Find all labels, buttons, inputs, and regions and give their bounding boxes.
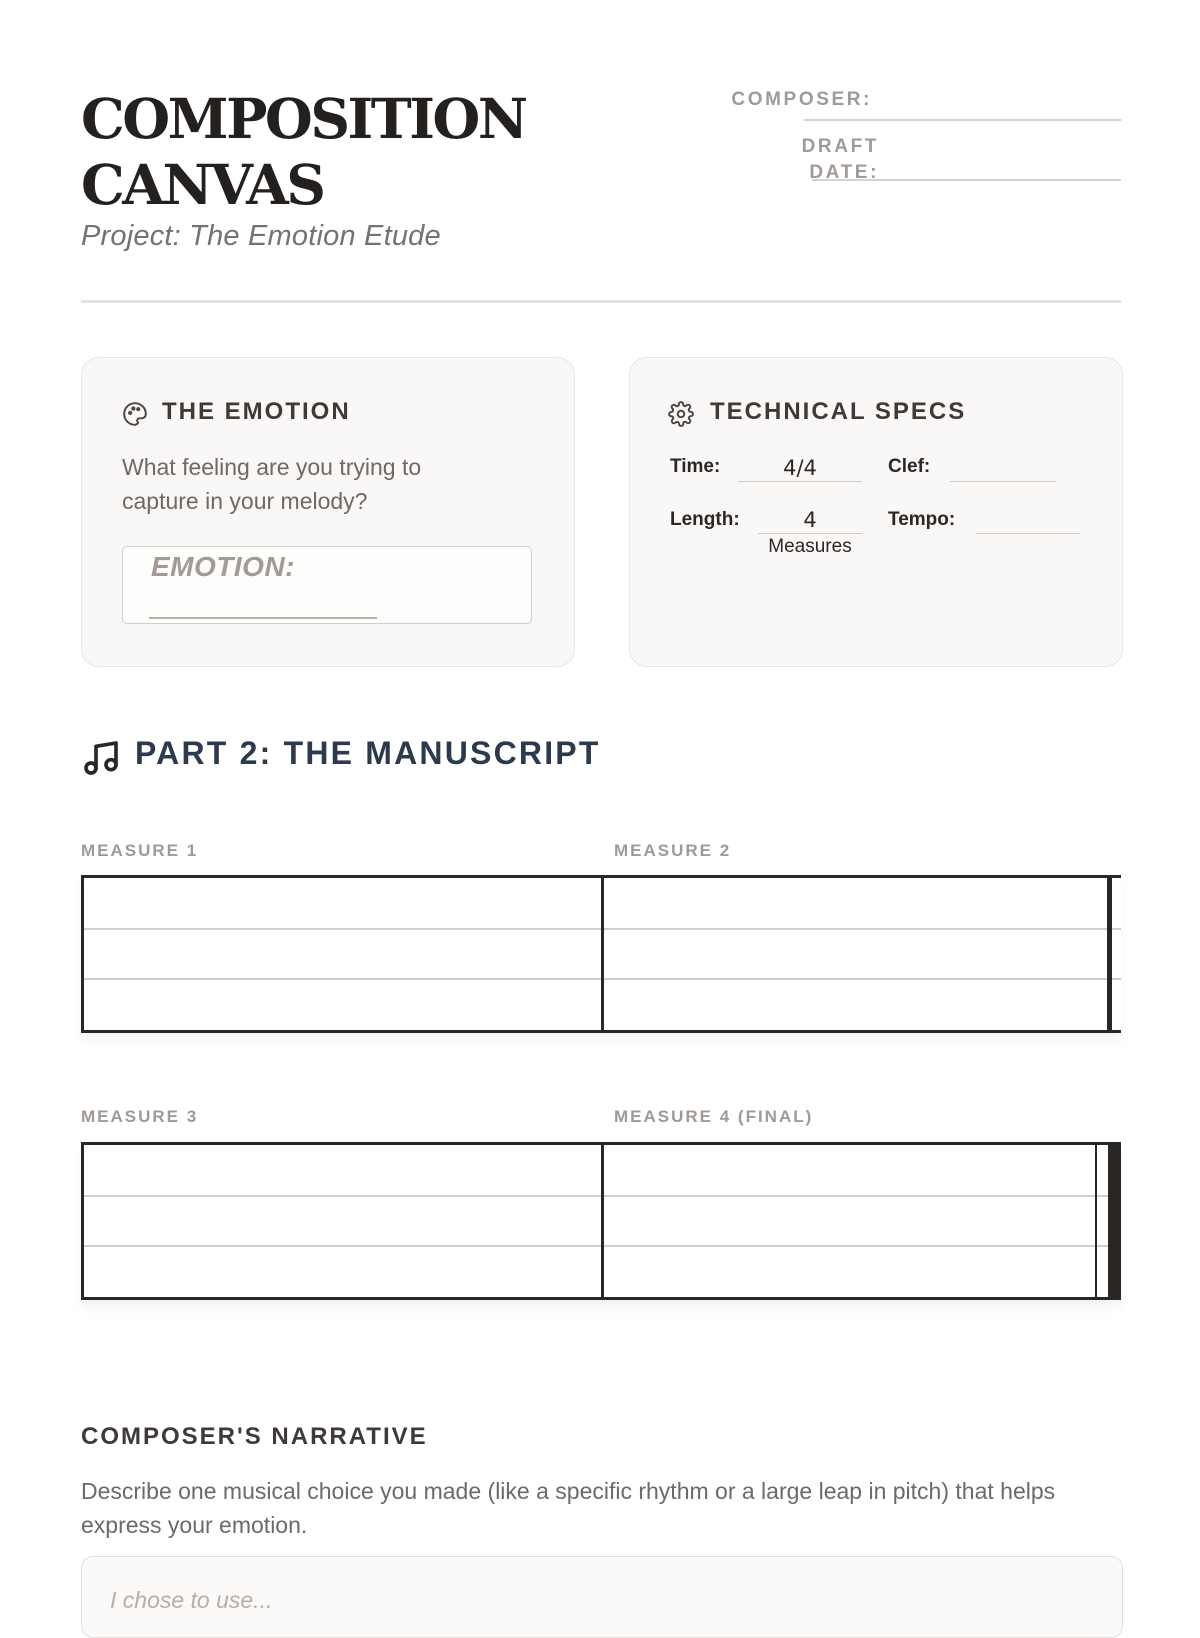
final-barline-thin [1095,1145,1097,1297]
start-barline [81,1145,84,1297]
clef-field[interactable] [950,481,1056,482]
emotion-card [81,357,575,667]
staff-measures-3-4[interactable] [81,1142,1121,1300]
time-value: 4/4 [783,456,817,480]
measure-2-label: MEASURE 2 [614,841,732,860]
measure-4-label: MEASURE 4 (FINAL) [614,1107,814,1126]
staff-measures-1-2[interactable] [81,875,1121,1033]
page-title [81,86,641,218]
final-barline-thick [1108,1145,1121,1297]
measure-3-label: MEASURE 3 [81,1107,199,1126]
narrative-input[interactable] [81,1556,1123,1638]
draft-label-line-1: DRAFT [801,136,879,157]
barline [1107,878,1112,1030]
emotion-prompt: What feeling are you trying to capture in your melody? [122,454,422,514]
length-unit: Measures [768,536,852,557]
manuscript-section-title: PART 2: THE MANUSCRIPT [135,735,601,771]
length-field[interactable] [758,533,862,534]
emotion-write-line [149,617,377,619]
draft-date-field[interactable] [812,179,1121,181]
palette-icon [122,401,148,427]
composer-label: COMPOSER: [731,89,872,110]
title-line-1: COMPOSITION [81,86,526,151]
length-label: Length: [670,509,740,530]
length-value: 4 [803,508,817,532]
tempo-field[interactable] [976,533,1080,534]
music-note-icon [81,738,121,778]
tempo-label: Tempo: [888,509,956,530]
header-divider [81,300,1121,303]
time-field[interactable] [738,481,862,482]
worksheet-page [81,0,1121,1613]
technical-specs-title: TECHNICAL SPECS [710,398,967,425]
title-line-2: CANVAS [81,152,324,217]
time-label: Time: [670,456,721,477]
narrative-prompt: Describe one musical choice you made (like a specific rhythm or a large leap in pitch) that helps express your emotion. [81,1478,1056,1538]
start-barline [81,878,84,1030]
technical-specs-card [629,357,1123,667]
emotion-card-title: THE EMOTION [162,398,351,425]
emotion-field-label: EMOTION: [151,551,295,582]
narrative-placeholder: I chose to use... [110,1587,273,1613]
draft-label-line-2: DATE: [809,162,879,183]
emotion-input-box[interactable] [122,546,532,624]
narrative-title: COMPOSER'S NARRATIVE [81,1423,428,1450]
composer-field[interactable] [804,119,1121,121]
gear-icon [668,401,694,427]
project-subtitle: Project: The Emotion Etude [81,220,441,252]
measure-1-label: MEASURE 1 [81,841,199,860]
barline [601,1145,604,1297]
clef-label: Clef: [888,456,931,477]
barline [601,878,604,1030]
